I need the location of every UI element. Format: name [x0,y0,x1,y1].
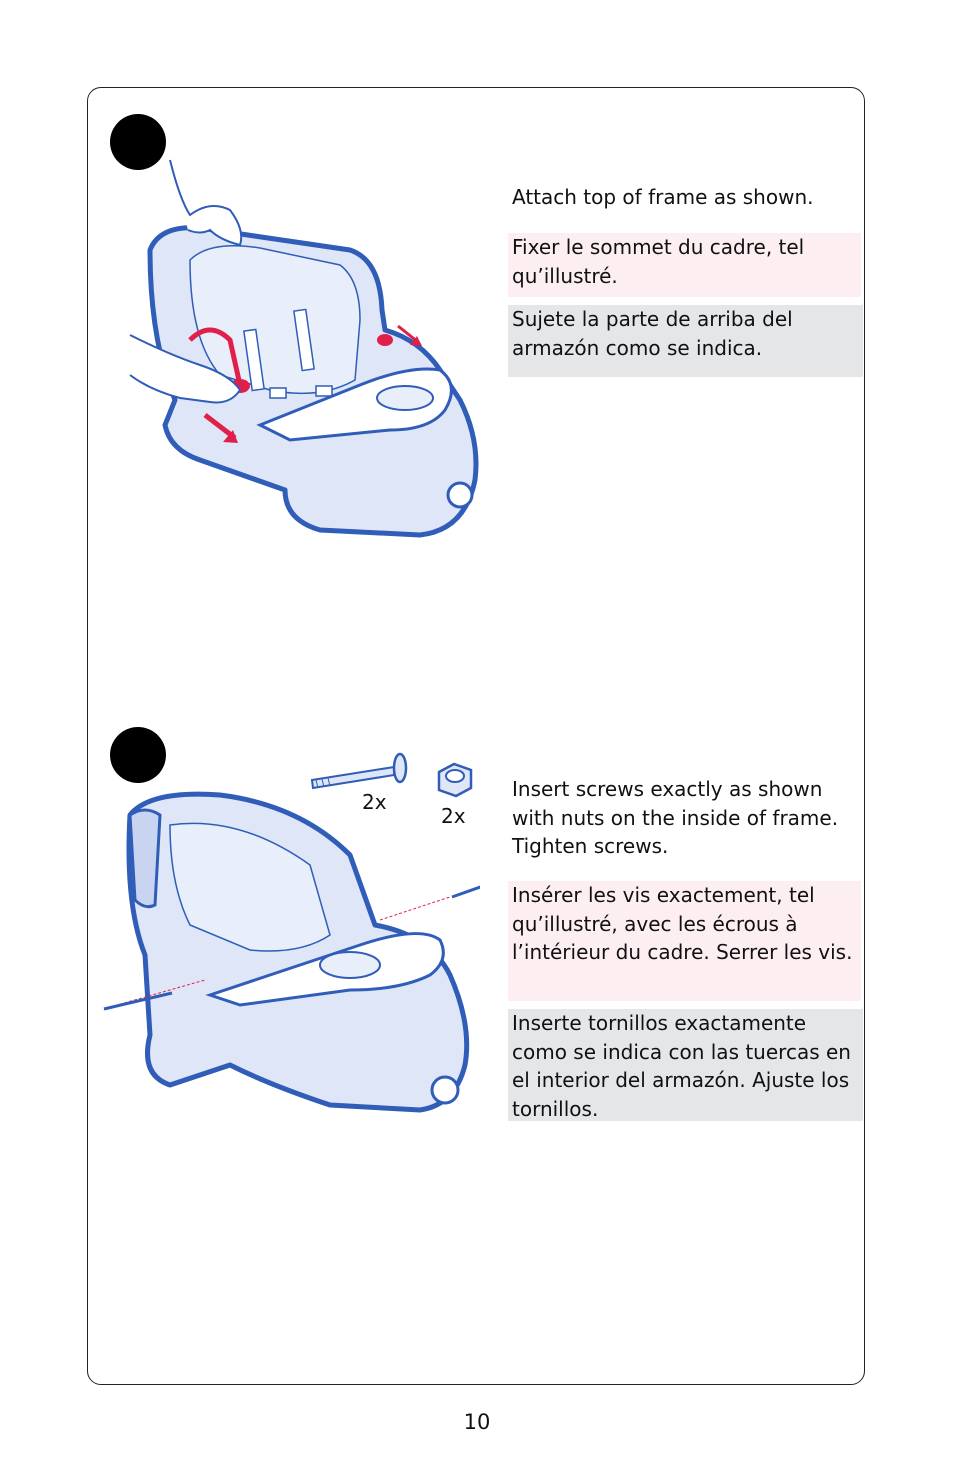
step-1-english-text: Attach top of frame as shown. [512,185,814,209]
step-1-spanish-text: Sujete la parte de arriba del armazón como se indica. [508,305,863,377]
page-number: 10 [463,1410,491,1434]
step-2-french-text: Insérer les vis exactement, tel qu’illustré, avec les écrous à l’intérieur du cadre. Serrer les vis. [508,881,861,1001]
step-1-french-text: Fixer le sommet du cadre, tel qu’illustré. [508,233,861,297]
step-2-marker [110,727,166,783]
screw-quantity: 2x [362,790,387,814]
step-2-spanish-text: Inserte tornillos exactamente como se indica con las tuercas en el interior del armazón. Ajuste los tornillos. [508,1009,863,1121]
step-1-illustration [120,140,490,550]
step-2-illustration [100,785,480,1115]
nut-quantity: 2x [441,804,466,828]
step-2-english-text: Insert screws exactly as shown with nuts on the inside of frame. Tighten screws. [512,777,839,858]
